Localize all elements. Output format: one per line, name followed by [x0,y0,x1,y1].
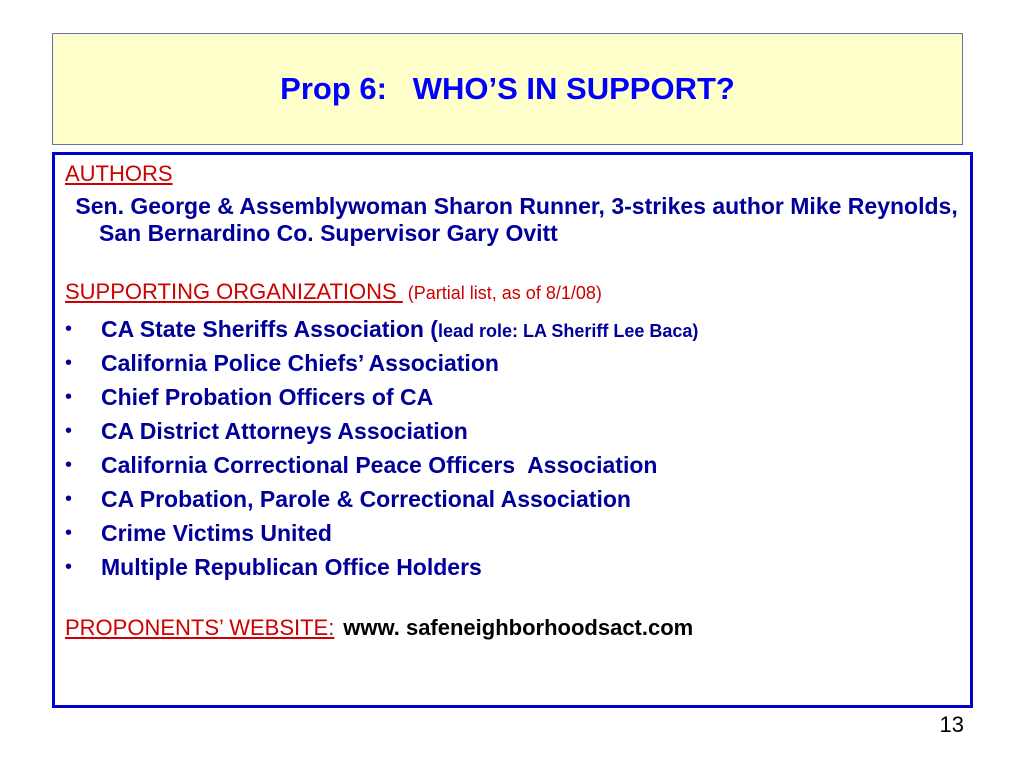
bullet-icon: • [65,522,73,544]
bullet-icon: • [65,488,73,510]
organization-label: Chief Probation Officers of CA [101,384,434,410]
organization-item [65,482,960,516]
page-number: 13 [939,712,964,737]
authors-section [65,159,960,189]
organization-item [65,448,960,482]
organization-item [65,380,960,414]
organizations-header [65,277,960,310]
bullet-icon: • [65,556,73,578]
organization-label: Crime Victims United [101,520,332,546]
bullet-icon: • [65,386,73,408]
website-url[interactable]: www. safeneighborhoodsact.com [343,615,694,640]
website-section [65,612,960,647]
organization-label: CA State Sheriffs Association ( [101,316,438,342]
authors-heading: AUTHORS [65,161,173,186]
organizations-note: (Partial list, as of 8/1/08) [402,283,602,303]
organization-label: Multiple Republican Office Holders [101,554,482,580]
organization-label: California Police Chiefs’ Association [101,350,499,376]
organization-item [65,346,960,380]
organization-item [65,550,960,584]
organization-note: lead role: LA Sheriff Lee Baca) [437,321,699,341]
authors-text: Sen. George & Assemblywoman Sharon Runner, 3-strikes author Mike Reynolds, San Bernardino Co. Supervisor Gary Ovitt [69,193,965,246]
organization-item [65,414,960,448]
organization-item [65,312,960,346]
organization-label: CA District Attorneys Association [101,418,468,444]
content-box [52,152,973,708]
organization-label: CA Probation, Parole & Correctional Association [101,486,631,512]
bullet-icon: • [65,352,73,374]
organizations-list [65,312,960,584]
slide-title: Prop 6: WHO’S IN SUPPORT? [280,71,735,106]
bullet-icon: • [65,318,73,340]
organizations-heading: SUPPORTING ORGANIZATIONS [65,279,403,304]
organization-item [65,516,960,550]
bullet-icon: • [65,420,73,442]
bullet-icon: • [65,454,73,476]
website-label: PROPONENTS’ WEBSITE: [65,615,335,640]
title-box [52,33,963,145]
organization-label: California Correctional Peace Officers Association [101,452,658,478]
